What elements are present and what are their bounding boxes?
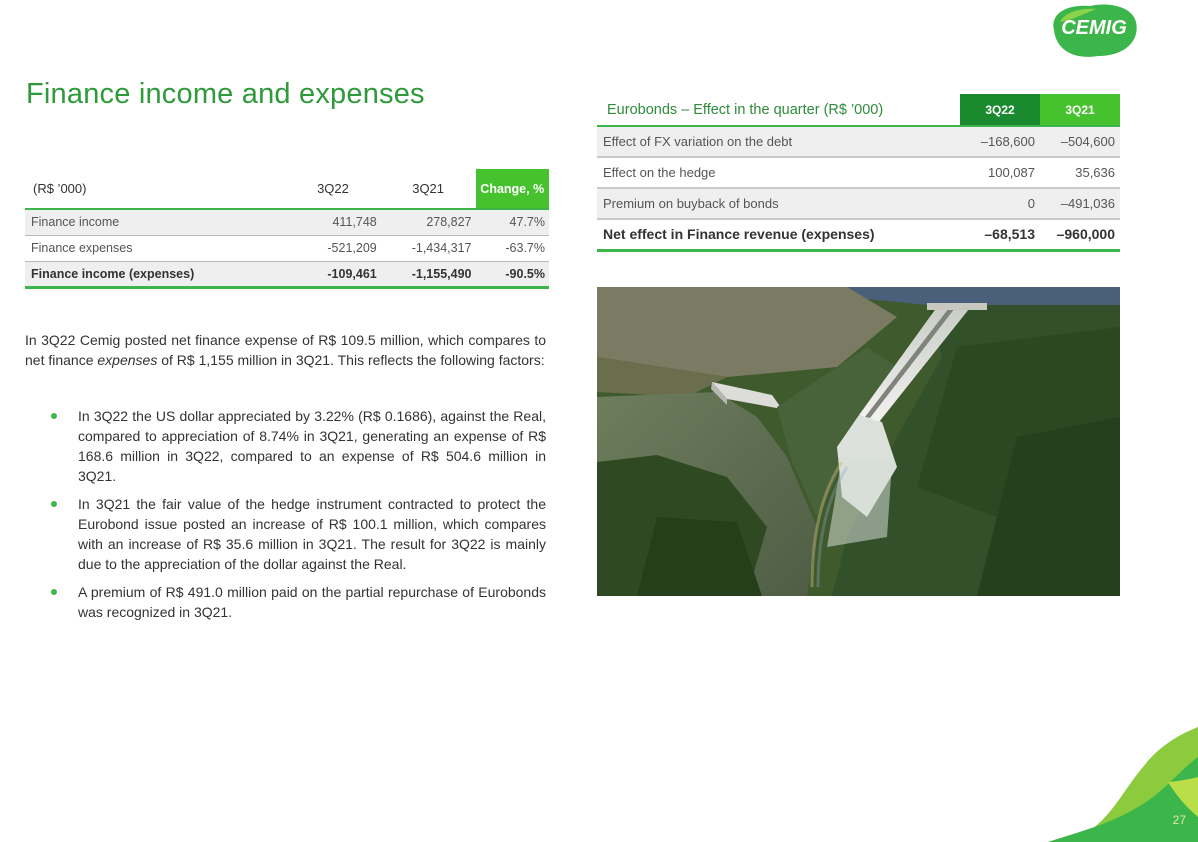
column-header-3q21: 3Q21 — [381, 169, 476, 209]
cell-3q21: –491,036 — [1040, 188, 1120, 219]
column-header-3q21: 3Q21 — [1040, 94, 1120, 126]
table-total-row — [25, 261, 549, 287]
table-row — [25, 235, 549, 261]
cell-3q22: 411,748 — [285, 209, 381, 235]
cell-3q21: -1,155,490 — [381, 261, 476, 287]
list-item — [25, 494, 546, 574]
cell-3q22: 0 — [960, 188, 1040, 219]
page-title: Finance income and expenses — [26, 78, 425, 110]
eurobonds-table-title: Eurobonds – Effect in the quarter (R$ ’000) — [597, 94, 960, 126]
cell-3q21: 35,636 — [1040, 157, 1120, 188]
column-header-unit: (R$ ’000) — [25, 169, 285, 209]
bullet-text: In 3Q22 the US dollar appreciated by 3.22% (R$ 0.1686), against the Real, compared to appreciation of 8.74% in 3Q21, generating an expense of R$ 168.6 million in 3Q22, compared to an expense of R$ 504.6 million in 3Q21. — [78, 408, 546, 484]
table-row — [597, 157, 1120, 188]
bullet-icon — [51, 413, 57, 419]
row-label: Premium on buyback of bonds — [597, 188, 960, 219]
cell-3q21: –960,000 — [1040, 219, 1120, 250]
page-number: 27 — [1172, 813, 1186, 827]
row-label: Finance income (expenses) — [25, 261, 285, 287]
intro-text-end: of R$ 1,155 million in 3Q21. This reflects the following factors: — [157, 352, 545, 368]
table-row — [25, 209, 549, 235]
column-header-3q22: 3Q22 — [285, 169, 381, 209]
cell-3q22: -109,461 — [285, 261, 381, 287]
cell-3q22: –168,600 — [960, 126, 1040, 157]
row-label: Net effect in Finance revenue (expenses) — [597, 219, 960, 250]
logo-text: CEMIG — [1061, 17, 1127, 39]
cell-change: 47.7% — [476, 209, 550, 235]
cell-3q22: -521,209 — [285, 235, 381, 261]
column-header-3q22: 3Q22 — [960, 94, 1040, 126]
eurobonds-table — [597, 94, 1120, 252]
bullet-text: In 3Q21 the fair value of the hedge instrument contracted to protect the Eurobond issue posted an increase of R$ 100.1 million, which compares with an increase of R$ 35.6 million in 3Q21. The result for 3Q22 is mainly due to the appreciation of the dollar against the Real. — [78, 496, 546, 572]
column-header-change: Change, % — [476, 169, 550, 209]
intro-emphasis: expenses — [97, 352, 158, 368]
intro-paragraph — [25, 330, 546, 370]
bullet-icon — [51, 501, 57, 507]
table-row — [597, 188, 1120, 219]
factors-list — [25, 406, 546, 630]
bullet-text: A premium of R$ 491.0 million paid on the partial repurchase of Eurobonds was recognized in 3Q21. — [78, 584, 546, 620]
intro-text-start: In 3Q22 Cemig posted net finance expense of R$ 109.5 million, which compares to net finance — [25, 332, 546, 368]
row-label: Effect on the hedge — [597, 157, 960, 188]
cell-3q21: 278,827 — [381, 209, 476, 235]
list-item — [25, 582, 546, 622]
cell-3q21: –504,600 — [1040, 126, 1120, 157]
row-label: Effect of FX variation on the debt — [597, 126, 960, 157]
table-total-row — [597, 219, 1120, 250]
bullet-icon — [51, 589, 57, 595]
cell-change: -90.5% — [476, 261, 550, 287]
finance-table — [25, 169, 549, 289]
cell-3q22: –68,513 — [960, 219, 1040, 250]
list-item — [25, 406, 546, 486]
cell-change: -63.7% — [476, 235, 550, 261]
row-label: Finance expenses — [25, 235, 285, 261]
cemig-logo — [1046, 0, 1142, 60]
cell-3q21: -1,434,317 — [381, 235, 476, 261]
row-label: Finance income — [25, 209, 285, 235]
table-row — [597, 126, 1120, 157]
cell-3q22: 100,087 — [960, 157, 1040, 188]
dam-photo — [597, 287, 1120, 596]
